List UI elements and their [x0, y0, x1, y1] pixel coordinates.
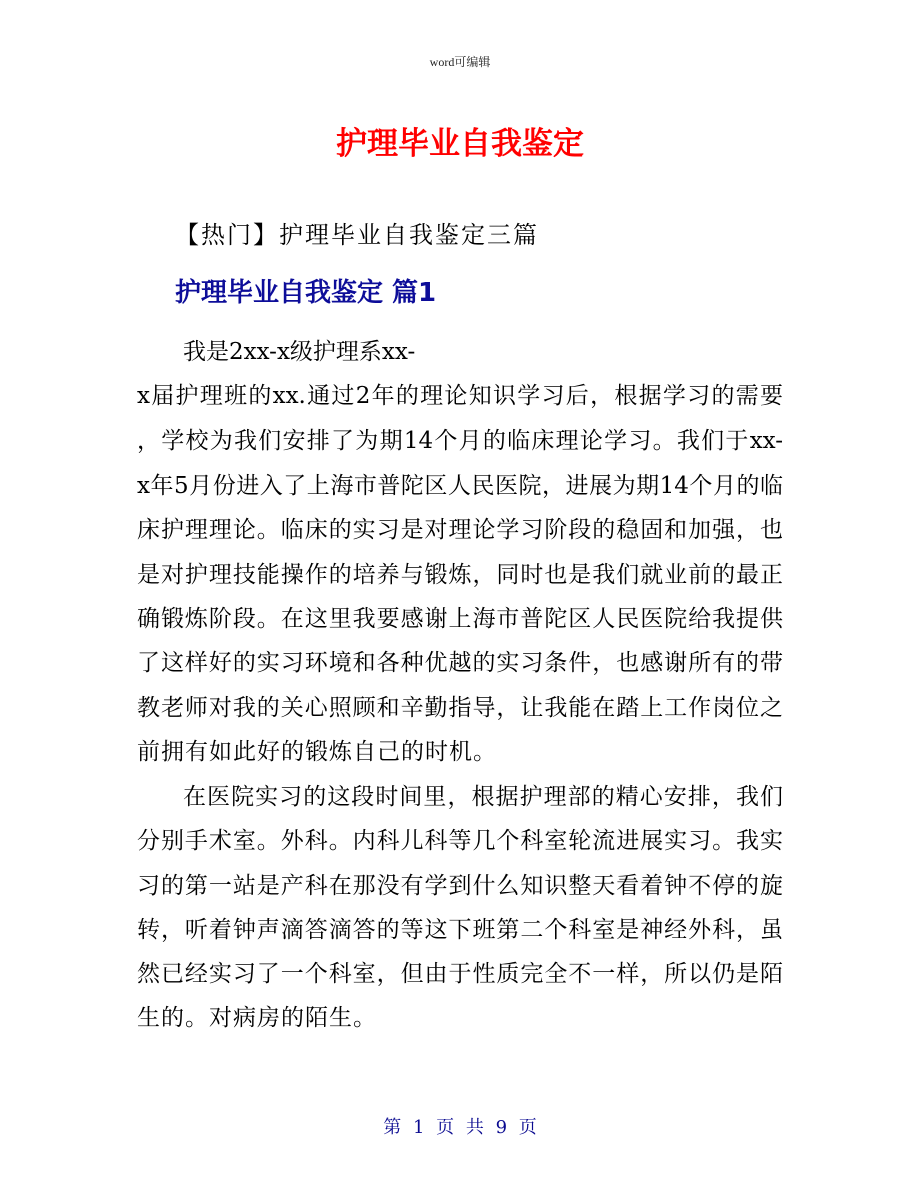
paragraph-line: 然已经实习了一个科室，但由于性质完全不一样，所以仍是陌 — [137, 961, 783, 987]
paragraph-line: 我是2xx-x级护理系xx- — [183, 339, 416, 365]
paragraph-line: 床护理理论。临床的实习是对理论学习阶段的稳固和加强，也 — [137, 517, 783, 543]
paragraph-line: 生的。对病房的陌生。 — [137, 1005, 377, 1031]
paragraph-line: 前拥有如此好的锻炼自己的时机。 — [137, 739, 497, 765]
paragraph-line: 是对护理技能操作的培养与锻炼，同时也是我们就业前的最正 — [137, 562, 783, 588]
document-title: 护理毕业自我鉴定 — [336, 126, 584, 162]
section-heading: 护理毕业自我鉴定 篇1 — [175, 278, 437, 308]
paragraph-line: 在医院实习的这段时间里，根据护理部的精心安排，我们 — [183, 784, 783, 810]
paragraph-line: x届护理班的xx.通过2年的理论知识学习后，根据学习的需要 — [137, 383, 783, 409]
paragraph-line: 了这样好的实习环境和各种优越的实习条件，也感谢所有的带 — [137, 650, 783, 676]
paragraph-line: 分别手术室。外科。内科儿科等几个科室轮流进展实习。我实 — [137, 828, 783, 854]
paragraph-line: 教老师对我的关心照顾和辛勤指导，让我能在踏上工作岗位之 — [137, 695, 783, 721]
paragraph-line: ，学校为我们安排了为期14个月的临床理论学习。我们于xx- — [137, 428, 783, 454]
document-subtitle: 【热门】护理毕业自我鉴定三篇 — [175, 221, 539, 249]
paragraph-line: 确锻炼阶段。在这里我要感谢上海市普陀区人民医院给我提供 — [137, 606, 783, 632]
page-header: word可编辑 — [429, 55, 491, 69]
paragraph-line: 习的第一站是产科在那没有学到什么知识整天看着钟不停的旋 — [137, 873, 783, 899]
paragraph-line: 转，听着钟声滴答滴答的等这下班第二个科室是神经外科，虽 — [137, 917, 783, 943]
page-footer: 第 1 页 共 9 页 — [383, 1117, 537, 1138]
paragraph-line: x年5月份进入了上海市普陀区人民医院，进展为期14个月的临 — [137, 473, 783, 499]
